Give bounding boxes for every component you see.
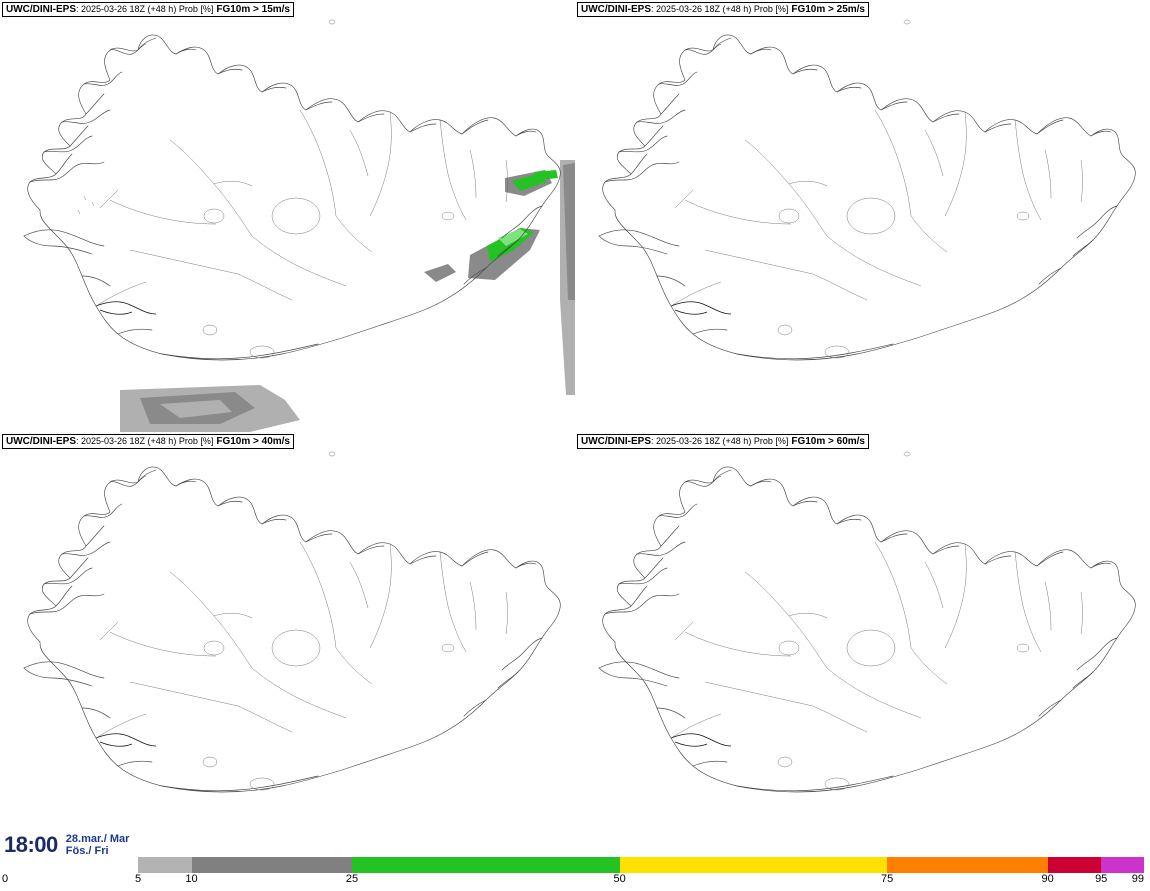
run-meta: : 2025-03-26 18Z (+48 h) Prob [%] (76, 4, 214, 14)
colorbar-tick-labels (0, 873, 1150, 889)
valid-time: 18:00 (4, 832, 58, 857)
colorbar-segment (192, 857, 353, 873)
probability-colorbar (138, 857, 1144, 873)
parameter-label: FG10m > 15m/s (216, 4, 290, 15)
iceland-interior-lines (96, 452, 508, 790)
colorbar-tick: 0 (2, 873, 9, 885)
parameter-label: FG10m > 60m/s (791, 436, 865, 447)
iceland-map-40 (0, 432, 575, 864)
colorbar-tick: 50 (613, 873, 626, 885)
run-meta: : 2025-03-26 18Z (+48 h) Prob [%] (651, 4, 789, 14)
map-panel-fg10m-25[interactable] (575, 0, 1150, 432)
panel-label-40 (2, 434, 294, 449)
panel-label-15 (2, 2, 294, 17)
colorbar-segment (352, 857, 620, 873)
run-meta: : 2025-03-26 18Z (+48 h) Prob [%] (651, 436, 789, 446)
colorbar-segment (1048, 857, 1102, 873)
colorbar-segment (887, 857, 1048, 873)
model-name: UWC/DINI-EPS (6, 436, 76, 447)
iceland-interior-lines (671, 20, 1083, 358)
colorbar-segment (138, 857, 192, 873)
valid-weekday: Fös./ Fri (65, 845, 109, 857)
colorbar-tick: 75 (881, 873, 894, 885)
probability-shading-layer (120, 160, 575, 432)
colorbar-tick: 90 (1041, 873, 1054, 885)
iceland-coastline (599, 35, 1135, 360)
iceland-coastline (24, 467, 560, 792)
colorbar-segment (1101, 857, 1144, 873)
iceland-map-60 (575, 432, 1150, 864)
colorbar-tick: 10 (185, 873, 198, 885)
iceland-map-25 (575, 0, 1150, 432)
valid-date: 28.mar./ Mar (65, 833, 130, 845)
parameter-label: FG10m > 40m/s (216, 436, 290, 447)
colorbar-tick: 5 (134, 873, 142, 885)
bottom-bar (0, 825, 1150, 891)
colorbar-segment (620, 857, 888, 873)
map-panel-fg10m-40[interactable] (0, 432, 575, 864)
colorbar-tick: 25 (345, 873, 359, 885)
panel-label-25 (577, 2, 869, 17)
iceland-coastline (599, 467, 1135, 792)
panel-label-60 (577, 434, 869, 449)
iceland-interior-lines (78, 20, 508, 358)
parameter-label: FG10m > 25m/s (791, 4, 865, 15)
colorbar-tick: 99 (1131, 873, 1144, 885)
model-name: UWC/DINI-EPS (6, 4, 76, 15)
model-name: UWC/DINI-EPS (581, 436, 651, 447)
iceland-map-15 (0, 0, 575, 432)
map-panel-fg10m-15[interactable] (0, 0, 575, 432)
valid-date-block (66, 833, 130, 857)
valid-time-box (0, 825, 138, 865)
iceland-interior-lines (671, 452, 1083, 790)
colorbar-tick: 95 (1095, 873, 1108, 885)
map-panel-fg10m-60[interactable] (575, 432, 1150, 864)
iceland-coastline (24, 35, 560, 360)
run-meta: : 2025-03-26 18Z (+48 h) Prob [%] (76, 436, 214, 446)
model-name: UWC/DINI-EPS (581, 4, 651, 15)
